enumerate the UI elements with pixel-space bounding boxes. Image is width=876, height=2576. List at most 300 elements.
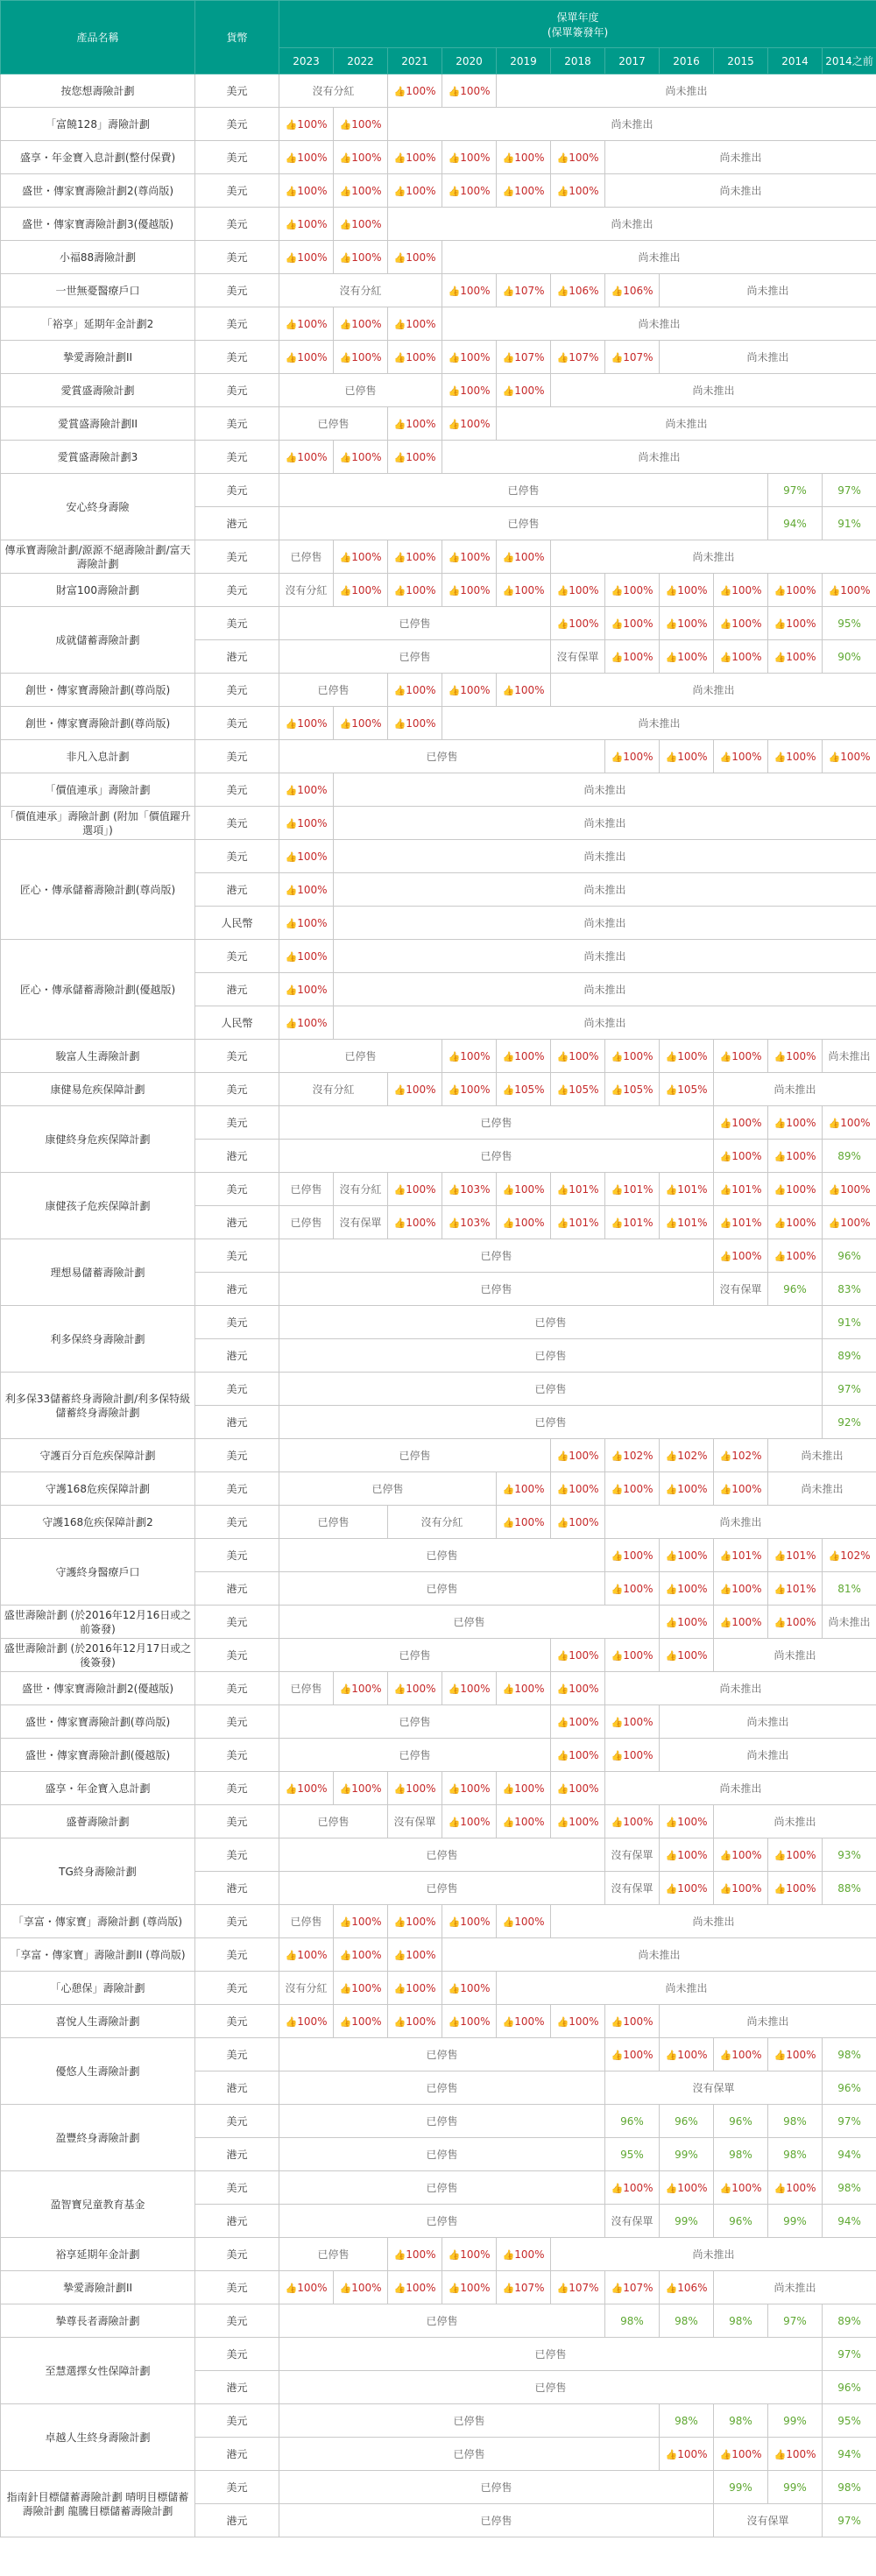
fulfilment-ratio: 100% (786, 650, 816, 663)
policy-year-title: 保單年度 (556, 11, 599, 24)
thumbs-up-icon: 👍 (502, 2248, 515, 2261)
fulfilment-ratio: 100% (840, 583, 871, 596)
fulfilment-ratio: 100% (460, 350, 491, 363)
status-cell: 已停售 (279, 1339, 823, 1373)
thumbs-up-icon: 👍 (502, 351, 515, 363)
fulfilment-ratio: 100% (623, 583, 653, 596)
product-name: 理想易儲蓄壽險計劃 (1, 1239, 195, 1306)
fulfilment-ratio: 100% (623, 1582, 653, 1595)
fulfilment-ratio: 100% (623, 1482, 653, 1495)
thumbs-up-icon: 👍 (556, 1516, 569, 1528)
table-row (1, 1173, 876, 1206)
fulfilment-ratio: 100% (514, 1049, 545, 1062)
thumbs-up-icon: 👍 (611, 618, 624, 630)
table-row (1, 1040, 876, 1073)
fulfilment-ratio: 100% (677, 1881, 708, 1895)
fulfilment-cell (334, 141, 388, 174)
fulfilment-ratio: 100% (406, 1083, 436, 1096)
fulfilment-cell (279, 241, 334, 274)
status-cell: 已停售 (279, 1373, 823, 1406)
fulfilment-ratio: 100% (514, 1782, 545, 1795)
fulfilment-ratio: 100% (840, 1216, 871, 1229)
status-cell: 已停售 (279, 1805, 388, 1838)
fulfilment-cell (551, 174, 605, 208)
table-row (1, 1472, 876, 1506)
thumbs-up-icon: 👍 (719, 1616, 732, 1628)
thumbs-up-icon: 👍 (665, 1882, 678, 1895)
status-cell: 已停售 (279, 374, 442, 407)
thumbs-up-icon: 👍 (448, 351, 461, 363)
status-cell: 沒有保單 (551, 640, 605, 674)
fulfilment-cell (497, 1073, 551, 1106)
fulfilment-cell (442, 407, 497, 441)
thumbs-up-icon: 👍 (556, 285, 569, 297)
thumbs-up-icon: 👍 (774, 2049, 787, 2061)
fulfilment-cell (605, 2138, 660, 2171)
fulfilment-ratio: 100% (677, 2181, 708, 2194)
fulfilment-cell (442, 74, 497, 108)
status-cell: 已停售 (279, 1672, 334, 1705)
fulfilment-cell (605, 1040, 660, 1073)
fulfilment-ratio: 100% (514, 1915, 545, 1928)
thumbs-up-icon: 👍 (774, 2448, 787, 2460)
status-cell: 尚未推出 (823, 1606, 876, 1639)
thumbs-up-icon: 👍 (665, 1450, 678, 1462)
fulfilment-ratio: 103% (460, 1182, 491, 1196)
fulfilment-ratio: 100% (406, 1182, 436, 1196)
fulfilment-ratio: 100% (623, 617, 653, 630)
fulfilment-cell (442, 574, 497, 607)
fulfilment-ratio: 98% (783, 2114, 807, 2128)
product-name: 創世・傳家寶壽險計劃(尊尚版) (1, 674, 195, 707)
fulfilment-cell (714, 1472, 768, 1506)
thumbs-up-icon: 👍 (339, 318, 352, 330)
fulfilment-ratio: 99% (729, 2481, 752, 2494)
thumbs-up-icon: 👍 (285, 118, 298, 131)
currency-cell: 美元 (195, 1905, 279, 1938)
fulfilment-cell (279, 174, 334, 208)
currency-cell: 美元 (195, 840, 279, 873)
product-name: 至慧選擇女性保障計劃 (1, 2338, 195, 2404)
fulfilment-cell (279, 707, 334, 740)
fulfilment-ratio: 100% (297, 949, 328, 963)
thumbs-up-icon: 👍 (556, 1083, 569, 1096)
table-row (1, 2238, 876, 2271)
fulfilment-cell (768, 1838, 823, 1872)
fulfilment-ratio: 98% (675, 2314, 698, 2327)
thumbs-up-icon: 👍 (339, 251, 352, 264)
fulfilment-ratio: 101% (569, 1182, 599, 1196)
fulfilment-ratio: 101% (786, 1582, 816, 1595)
fulfilment-ratio: 100% (406, 1948, 436, 1961)
fulfilment-ratio: 100% (514, 550, 545, 563)
fulfilment-ratio: 96% (620, 2114, 644, 2128)
thumbs-up-icon: 👍 (556, 1450, 569, 1462)
fulfilment-cell (823, 740, 876, 773)
thumbs-up-icon: 👍 (285, 152, 298, 164)
fulfilment-ratio: 98% (729, 2314, 752, 2327)
thumbs-up-icon: 👍 (774, 651, 787, 663)
thumbs-up-icon: 👍 (393, 152, 406, 164)
fulfilment-ratio: 101% (623, 1182, 653, 1196)
fulfilment-ratio: 100% (623, 1549, 653, 1562)
fulfilment-cell (551, 1439, 605, 1472)
fulfilment-cell (442, 1206, 497, 1239)
fulfilment-ratio: 100% (786, 1615, 816, 1628)
product-name: 盛薈壽險計劃 (1, 1805, 195, 1838)
thumbs-up-icon: 👍 (828, 1183, 841, 1196)
status-cell: 已停售 (279, 474, 768, 507)
fulfilment-cell (497, 1206, 551, 1239)
fulfilment-cell (442, 674, 497, 707)
thumbs-up-icon: 👍 (502, 1083, 515, 1096)
status-cell: 尚未推出 (714, 2271, 876, 2304)
table-row (1, 208, 876, 241)
fulfilment-cell (497, 1040, 551, 1073)
status-cell: 尚未推出 (660, 274, 876, 307)
thumbs-up-icon: 👍 (285, 1782, 298, 1795)
fulfilment-ratio: 100% (731, 1615, 762, 1628)
thumbs-up-icon: 👍 (339, 118, 352, 131)
status-cell: 已停售 (279, 2238, 388, 2271)
table-row (1, 773, 876, 807)
thumbs-up-icon: 👍 (393, 1916, 406, 1928)
fulfilment-ratio: 100% (406, 1981, 436, 1994)
fulfilment-ratio: 101% (731, 1182, 762, 1196)
table-row (1, 108, 876, 141)
thumbs-up-icon: 👍 (502, 684, 515, 696)
fulfilment-cell (551, 1506, 605, 1539)
thumbs-up-icon: 👍 (285, 1017, 298, 1029)
currency-cell: 人民幣 (195, 907, 279, 940)
status-cell: 已停售 (279, 2138, 605, 2171)
currency-cell: 港元 (195, 2371, 279, 2404)
thumbs-up-icon: 👍 (339, 1782, 352, 1795)
fulfilment-cell (714, 1439, 768, 1472)
status-cell: 已停售 (279, 1905, 334, 1938)
fulfilment-ratio: 100% (406, 716, 436, 730)
fulfilment-cell (823, 1572, 876, 1606)
fulfilment-cell (551, 1073, 605, 1106)
fulfilment-cell (714, 2038, 768, 2071)
thumbs-up-icon: 👍 (774, 1849, 787, 1861)
table-row (1, 1306, 876, 1339)
currency-cell: 美元 (195, 2471, 279, 2504)
table-row (1, 674, 876, 707)
thumbs-up-icon: 👍 (393, 251, 406, 264)
fulfilment-ratio: 100% (351, 1948, 382, 1961)
fulfilment-ratio: 100% (623, 1715, 653, 1728)
status-cell: 尚未推出 (551, 2238, 876, 2271)
thumbs-up-icon: 👍 (502, 1782, 515, 1795)
thumbs-up-icon: 👍 (665, 2282, 678, 2294)
status-cell: 尚未推出 (605, 1506, 876, 1539)
fulfilment-cell (823, 2438, 876, 2471)
thumbs-up-icon: 👍 (556, 1749, 569, 1761)
fulfilment-ratio: 100% (569, 1049, 599, 1062)
fulfilment-cell (551, 1705, 605, 1739)
currency-cell: 美元 (195, 940, 279, 973)
fulfilment-ratio: 101% (623, 1216, 653, 1229)
thumbs-up-icon: 👍 (339, 551, 352, 563)
currency-cell: 港元 (195, 873, 279, 907)
thumbs-up-icon: 👍 (448, 1183, 461, 1196)
fulfilment-ratio: 100% (351, 1682, 382, 1695)
thumbs-up-icon: 👍 (774, 1183, 787, 1196)
fulfilment-cell (823, 574, 876, 607)
status-cell: 尚未推出 (334, 940, 876, 973)
fulfilment-ratio: 100% (786, 1249, 816, 1262)
status-cell: 已停售 (279, 1173, 334, 1206)
fulfilment-cell (497, 540, 551, 574)
table-row (1, 441, 876, 474)
thumbs-up-icon: 👍 (502, 2015, 515, 2028)
thumbs-up-icon: 👍 (339, 584, 352, 596)
thumbs-up-icon: 👍 (719, 1549, 732, 1562)
table-row (1, 1972, 876, 2005)
fulfilment-cell (660, 1572, 714, 1606)
status-cell: 已停售 (279, 1306, 823, 1339)
fulfilment-cell (388, 407, 442, 441)
currency-cell: 美元 (195, 2238, 279, 2271)
fulfilment-cell (605, 640, 660, 674)
fulfilment-ratio: 100% (351, 117, 382, 131)
fulfilment-ratio: 100% (786, 750, 816, 763)
fulfilment-cell (551, 2271, 605, 2304)
thumbs-up-icon: 👍 (774, 1583, 787, 1595)
fulfilment-cell (334, 2271, 388, 2304)
thumbs-up-icon: 👍 (393, 1949, 406, 1961)
fulfilment-cell (605, 1705, 660, 1739)
year-header: 2020 (442, 48, 497, 74)
fulfilment-cell (551, 1040, 605, 1073)
thumbs-up-icon: 👍 (665, 618, 678, 630)
currency-cell: 美元 (195, 1472, 279, 1506)
fulfilment-cell (660, 1040, 714, 1073)
thumbs-up-icon: 👍 (611, 2182, 624, 2194)
fulfilment-ratio: 100% (786, 1881, 816, 1895)
fulfilment-cell (442, 540, 497, 574)
product-name: 守護終身醫療戶口 (1, 1539, 195, 1606)
fulfilment-ratio: 98% (837, 2481, 861, 2494)
fulfilment-cell (551, 607, 605, 640)
fulfilment-ratio: 100% (297, 251, 328, 264)
thumbs-up-icon: 👍 (611, 1749, 624, 1761)
status-cell: 已停售 (279, 2171, 605, 2205)
thumbs-up-icon: 👍 (393, 717, 406, 730)
fulfilment-ratio: 100% (297, 983, 328, 996)
status-cell: 已停售 (279, 2304, 605, 2338)
table-row (1, 1073, 876, 1106)
year-header: 2014之前 (823, 48, 876, 74)
fulfilment-ratio: 100% (460, 1682, 491, 1695)
thumbs-up-icon: 👍 (611, 1183, 624, 1196)
fulfilment-cell (388, 141, 442, 174)
fulfilment-cell (823, 2038, 876, 2071)
currency-cell: 美元 (195, 1506, 279, 1539)
fulfilment-ratio: 100% (351, 317, 382, 330)
fulfilment-cell (497, 674, 551, 707)
thumbs-up-icon: 👍 (556, 618, 569, 630)
status-cell: 已停售 (279, 2071, 605, 2105)
product-name: 優悠人生壽險計劃 (1, 2038, 195, 2105)
fulfilment-cell (551, 274, 605, 307)
fulfilment-ratio: 100% (677, 617, 708, 630)
currency-cell: 美元 (195, 740, 279, 773)
thumbs-up-icon: 👍 (719, 1150, 732, 1162)
fulfilment-ratio: 100% (297, 2281, 328, 2294)
product-name: 小福88壽險計劃 (1, 241, 195, 274)
table-row (1, 374, 876, 407)
currency-cell: 美元 (195, 1073, 279, 1106)
thumbs-up-icon: 👍 (448, 1683, 461, 1695)
product-name: 傳承寶壽險計劃/源源不絕壽險計劃/富天壽險計劃 (1, 540, 195, 574)
thumbs-up-icon: 👍 (556, 1683, 569, 1695)
product-name: 康健孩子危疾保障計劃 (1, 1173, 195, 1239)
thumbs-up-icon: 👍 (285, 2015, 298, 2028)
fulfilment-ratio: 107% (569, 350, 599, 363)
fulfilment-ratio: 101% (569, 1216, 599, 1229)
fulfilment-cell (497, 1472, 551, 1506)
fulfilment-ratio: 100% (677, 1615, 708, 1628)
fulfilment-cell (497, 1772, 551, 1805)
thumbs-up-icon: 👍 (774, 618, 787, 630)
status-cell: 已停售 (279, 1606, 660, 1639)
fulfilment-ratio: 89% (837, 1349, 861, 1362)
thumbs-up-icon: 👍 (285, 2282, 298, 2294)
currency-cell: 美元 (195, 2005, 279, 2038)
thumbs-up-icon: 👍 (502, 2282, 515, 2294)
fulfilment-cell (442, 1805, 497, 1838)
thumbs-up-icon: 👍 (828, 751, 841, 763)
fulfilment-ratio: 100% (351, 1782, 382, 1795)
thumbs-up-icon: 👍 (339, 185, 352, 197)
fulfilment-cell (823, 1273, 876, 1306)
status-cell: 尚未推出 (442, 707, 876, 740)
fulfilment-cell (497, 174, 551, 208)
thumbs-up-icon: 👍 (665, 651, 678, 663)
thumbs-up-icon: 👍 (502, 1816, 515, 1828)
currency-cell: 美元 (195, 1040, 279, 1073)
fulfilment-cell (551, 1173, 605, 1206)
status-cell: 已停售 (279, 2438, 660, 2471)
fulfilment-ratio: 100% (786, 2181, 816, 2194)
fulfilment-ratio: 100% (406, 317, 436, 330)
fulfilment-ratio: 100% (406, 550, 436, 563)
status-cell: 已停售 (279, 1838, 605, 1872)
fulfilment-cell (714, 2171, 768, 2205)
fulfilment-cell (768, 2171, 823, 2205)
fulfilment-ratio: 100% (623, 2015, 653, 2028)
fulfilment-ratio: 100% (297, 217, 328, 230)
fulfilment-ratio: 100% (297, 1016, 328, 1029)
thumbs-up-icon: 👍 (393, 451, 406, 463)
fulfilment-cell (334, 2005, 388, 2038)
fulfilment-ratio: 100% (677, 1815, 708, 1828)
fulfilment-ratio: 102% (840, 1549, 871, 1562)
fulfilment-ratio: 100% (677, 1582, 708, 1595)
thumbs-up-icon: 👍 (448, 1083, 461, 1096)
fulfilment-ratio: 100% (514, 1815, 545, 1828)
fulfilment-cell (768, 1606, 823, 1639)
fulfilment-ratio: 100% (677, 1482, 708, 1495)
fulfilment-ratio: 100% (460, 1981, 491, 1994)
fulfilment-ratio: 97% (837, 2347, 861, 2361)
fulfilment-ratio: 94% (783, 517, 807, 530)
fulfilment-cell (551, 2005, 605, 2038)
thumbs-up-icon: 👍 (285, 950, 298, 963)
fulfilment-cell (768, 740, 823, 773)
fulfilment-cell (497, 1672, 551, 1705)
table-row (1, 2171, 876, 2205)
fulfilment-cell (279, 840, 334, 873)
thumbs-up-icon: 👍 (611, 1816, 624, 1828)
currency-cell: 美元 (195, 540, 279, 574)
fulfilment-ratio: 100% (460, 1915, 491, 1928)
fulfilment-ratio: 100% (569, 1648, 599, 1662)
status-cell: 尚未推出 (551, 374, 876, 407)
thumbs-up-icon: 👍 (611, 1083, 624, 1096)
currency-cell: 美元 (195, 141, 279, 174)
currency-cell: 港元 (195, 1339, 279, 1373)
thumbs-up-icon: 👍 (285, 351, 298, 363)
fulfilment-ratio: 100% (840, 1116, 871, 1129)
thumbs-up-icon: 👍 (285, 185, 298, 197)
thumbs-up-icon: 👍 (774, 1150, 787, 1162)
currency-cell: 美元 (195, 2404, 279, 2438)
fulfilment-ratio: 100% (351, 2281, 382, 2294)
thumbs-up-icon: 👍 (448, 1816, 461, 1828)
table-row (1, 2304, 876, 2338)
status-cell: 已停售 (279, 1140, 714, 1173)
thumbs-up-icon: 👍 (285, 984, 298, 996)
currency-cell: 美元 (195, 174, 279, 208)
thumbs-up-icon: 👍 (665, 2182, 678, 2194)
fulfilment-ratio: 100% (406, 417, 436, 430)
fulfilment-cell (442, 2238, 497, 2271)
thumbs-up-icon: 👍 (339, 1683, 352, 1695)
status-cell: 已停售 (279, 2105, 605, 2138)
product-name: 匠心・傳承儲蓄壽險計劃(優越版) (1, 940, 195, 1040)
thumbs-up-icon: 👍 (719, 1882, 732, 1895)
product-name: 「享富・傳家寶」壽險計劃II (尊尚版) (1, 1938, 195, 1972)
fulfilment-ratio: 107% (569, 2281, 599, 2294)
fulfilment-ratio: 100% (569, 1715, 599, 1728)
fulfilment-cell (334, 174, 388, 208)
fulfilment-ratio: 98% (837, 2181, 861, 2194)
status-cell: 已停售 (279, 674, 388, 707)
thumbs-up-icon: 👍 (665, 1549, 678, 1562)
fulfilment-ratio: 88% (837, 1881, 861, 1895)
status-cell: 已停售 (279, 2371, 823, 2404)
thumbs-up-icon: 👍 (611, 1050, 624, 1062)
thumbs-up-icon: 👍 (285, 318, 298, 330)
fulfilment-ratio: 91% (837, 517, 861, 530)
fulfilment-cell (442, 1772, 497, 1805)
table-row (1, 574, 876, 607)
status-cell: 尚未推出 (714, 1639, 876, 1672)
fulfilment-ratio: 100% (297, 716, 328, 730)
fulfilment-ratio: 100% (460, 417, 491, 430)
thumbs-up-icon: 👍 (556, 185, 569, 197)
thumbs-up-icon: 👍 (502, 1183, 515, 1196)
fulfilment-cell (823, 2371, 876, 2404)
fulfilment-ratio: 95% (837, 2414, 861, 2427)
table-row (1, 2005, 876, 2038)
thumbs-up-icon: 👍 (448, 2015, 461, 2028)
fulfilment-ratio: 100% (460, 384, 491, 397)
thumbs-up-icon: 👍 (393, 418, 406, 430)
